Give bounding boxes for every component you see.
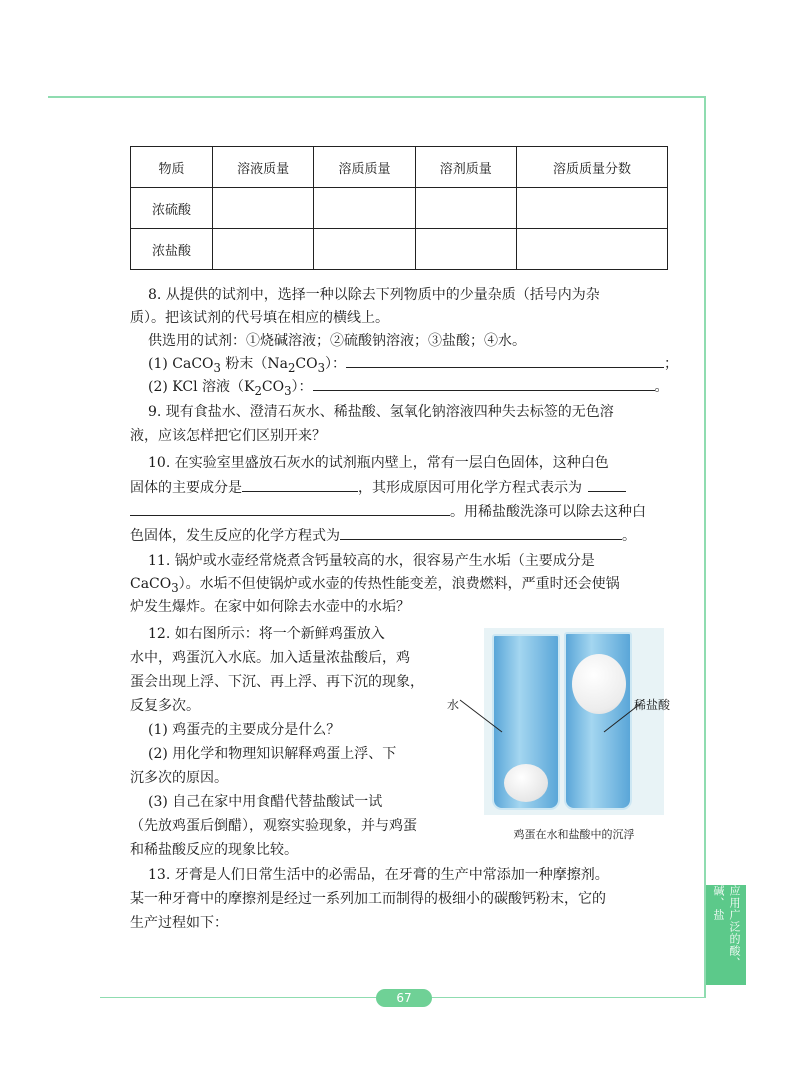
q10-line-3 (130, 502, 646, 522)
answer-blank[interactable] (588, 478, 626, 492)
q8-reagents: 供选用的试剂：①烧碱溶液；②硫酸钠溶液；③盐酸；④水。 (148, 333, 526, 349)
q12-sub-2b: 沉多次的原因。 (130, 770, 228, 786)
q12-sub-3c: 和稀盐酸反应的现象比较。 (130, 842, 298, 858)
table-header: 溶质质量分数 (516, 147, 667, 188)
table-cell (213, 229, 314, 270)
q13-line-1: 13. 牙膏是人们日常生活中的必需品，在牙膏的生产中常添加一种摩擦剂。 (148, 867, 609, 883)
table-header-row (131, 147, 668, 188)
q12-line-3: 蛋会出现上浮、下沉、再上浮、再下沉的现象， (130, 674, 424, 690)
q8-part-2-text: (2) KCl 溶液（K (148, 379, 255, 395)
top-border-rule (48, 96, 706, 98)
figure-caption: 鸡蛋在水和盐酸中的沉浮 (513, 828, 635, 841)
table-cell: 浓盐酸 (131, 229, 213, 270)
q9-line-1: 9. 现有食盐水、澄清石灰水、稀盐酸、氢氧化钠溶液四种失去标签的无色溶 (148, 404, 614, 420)
answer-blank[interactable] (130, 502, 450, 516)
answer-blank[interactable] (346, 354, 664, 368)
q11-text: CaCO (130, 576, 172, 592)
answer-blank[interactable] (242, 478, 358, 492)
q12-line-1: 12. 如右图所示：将一个新鲜鸡蛋放入 (148, 626, 385, 642)
table-cell (516, 188, 667, 229)
q8-part-1-text: ）： (325, 356, 347, 372)
subscript: 2 (288, 360, 296, 375)
table-cell (213, 188, 314, 229)
answer-blank[interactable] (313, 377, 655, 391)
q10-line-4 (130, 526, 636, 546)
q12-sub-3b: （先放鸡蛋后倒醋），观察实验现象，并与鸡蛋 (130, 818, 417, 834)
table-row (131, 229, 668, 270)
table-cell (415, 188, 516, 229)
table-cell: 浓硫酸 (131, 188, 213, 229)
q8-part-2 (148, 377, 669, 401)
q12-line-2: 水中，鸡蛋沉入水底。加入适量浓盐酸后，鸡 (130, 650, 410, 666)
subscript: 3 (317, 360, 326, 375)
sunken-egg (504, 764, 548, 802)
page-number: 67 (376, 989, 432, 1007)
table-cell (314, 229, 415, 270)
q10-text: ，其形成原因可用化学方程式表示为 (358, 480, 582, 496)
q12-sub-3a: (3) 自己在家中用食醋代替盐酸试一试 (148, 794, 383, 810)
q13-line-3: 生产过程如下： (130, 915, 228, 931)
right-border-rule (704, 96, 706, 998)
q12-line-4: 反复多次。 (130, 698, 200, 714)
q8-line-2: 质）。把该试剂的代号填在相应的横线上。 (130, 310, 389, 326)
q10-text: 色固体，发生反应的化学方程式为 (130, 528, 340, 544)
water-pointer-line (460, 700, 502, 732)
q10-text: 。用稀盐酸洗涤可以除去这种白 (450, 504, 646, 520)
table-header: 溶液质量 (213, 147, 314, 188)
q10-line-2 (130, 478, 626, 498)
q8-line-1: 8. 从提供的试剂中，选择一种以除去下列物质中的少量杂质（括号内为杂 (148, 287, 600, 303)
q8-part-1-text: 粉末（Na (220, 356, 288, 372)
table-header: 物质 (131, 147, 213, 188)
table-cell (415, 229, 516, 270)
subscript: 3 (171, 580, 179, 595)
water-label: 水 (447, 698, 460, 712)
q8-part-2-text: ）： (291, 379, 313, 395)
q8-part-1-text: CO (295, 356, 318, 372)
q12-sub-1: (1) 鸡蛋壳的主要成分是什么？ (148, 722, 341, 738)
subscript: 2 (254, 383, 262, 398)
q8-part-2-text: 。 (654, 379, 669, 395)
table-cell (516, 229, 667, 270)
q11-text: ）。水垢不但使锅炉或水壶的传热性能变差，浪费燃料，严重时还会使锅 (178, 576, 620, 592)
q8-part-1-text: ； (664, 356, 679, 372)
table-cell (314, 188, 415, 229)
subscript: 3 (284, 383, 292, 398)
q8-part-2-text: CO (261, 379, 285, 395)
q10-text: 固体的主要成分是 (130, 480, 242, 496)
q11-line-2 (130, 574, 620, 598)
acid-label: 稀盐酸 (634, 698, 671, 712)
q8-part-1-text: (1) CaCO (148, 356, 214, 372)
table-header: 溶质质量 (314, 147, 415, 188)
q8-part-1 (148, 354, 678, 378)
table-row (131, 188, 668, 229)
q11-line-3: 炉发生爆炸。在家中如何除去水壶中的水垢？ (130, 599, 410, 615)
q9-line-2: 液，应该怎样把它们区别开来？ (130, 428, 326, 444)
q10-text: 。 (622, 528, 636, 544)
q11-line-1: 11. 锅炉或水壶经常烧煮含钙量较高的水，很容易产生水垢（主要成分是 (148, 553, 595, 569)
table-header: 溶剂质量 (415, 147, 516, 188)
chapter-side-tab: 应用广泛的酸、碱、盐 (706, 885, 746, 985)
q13-line-2: 某一种牙膏中的摩擦剂是经过一系列加工而制得的极细小的碳酸钙粉末，它的 (130, 891, 606, 907)
q12-sub-2a: (2) 用化学和物理知识解释鸡蛋上浮、下 (148, 746, 397, 762)
q10-line-1: 10. 在实验室里盛放石灰水的试剂瓶内壁上，常有一层白色固体，这种白色 (148, 455, 609, 471)
subscript: 3 (213, 360, 221, 375)
concentrated-acid-table (130, 146, 668, 270)
answer-blank[interactable] (340, 526, 622, 540)
